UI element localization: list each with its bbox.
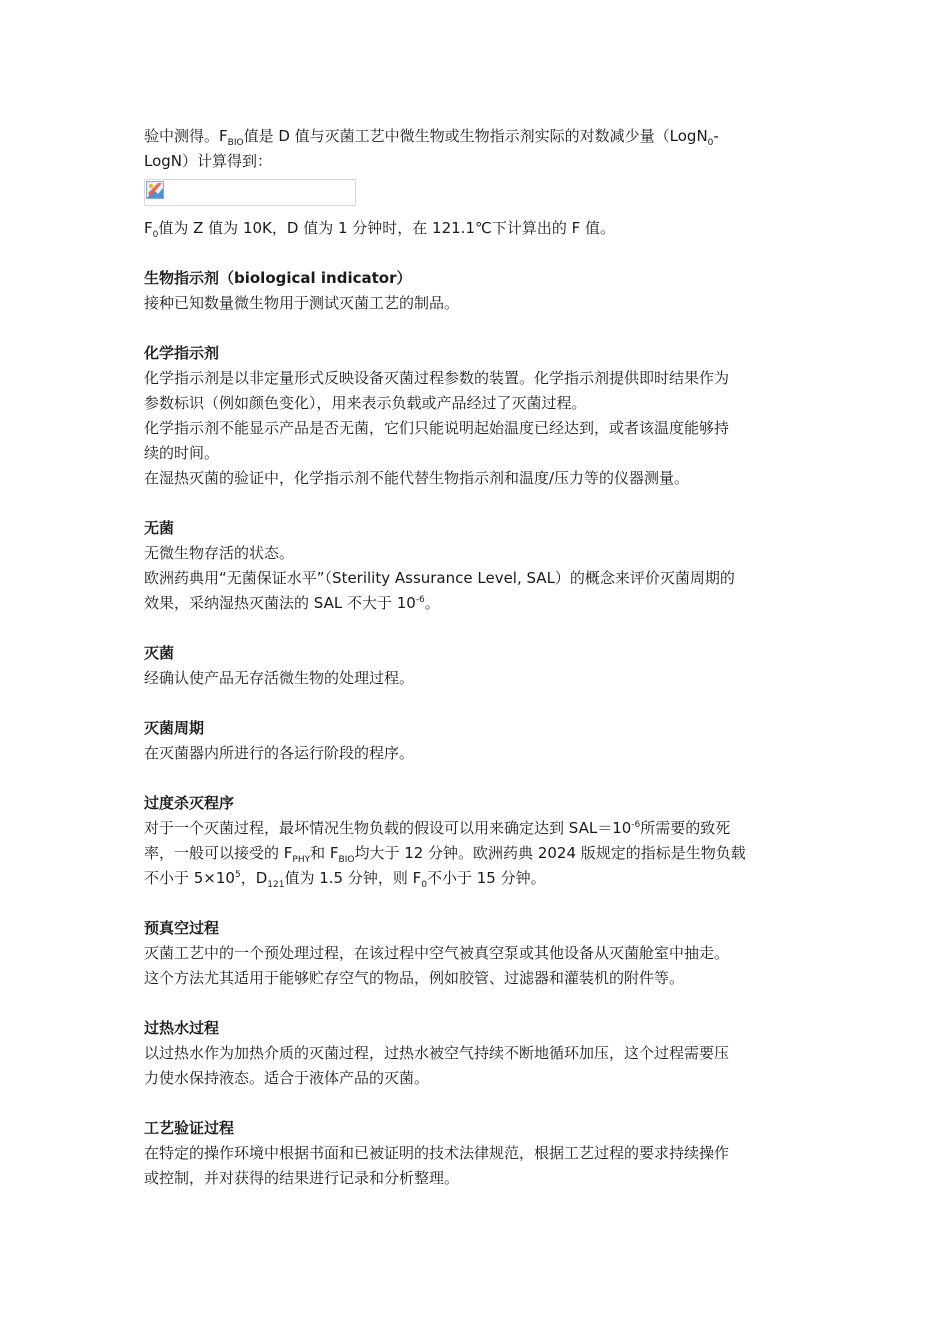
- cycle-body: 在灭菌器内所进行的各运行阶段的程序。: [144, 744, 415, 762]
- prevacuum-l1: 灭菌工艺中的一个预处理过程，在该过程中空气被真空泵或其他设备从灭菌舱室中抽走。: [144, 944, 730, 962]
- sterile-p2-l1: 欧洲药典用“无菌保证水平”（Sterility Assurance Level, SAL）的概念来评价灭菌周期的: [144, 569, 735, 587]
- superheated-l1: 以过热水作为加热介质的灭菌过程，过热水被空气持续不断地循环加压，这个过程需要压: [144, 1044, 730, 1062]
- heading-sterile: 无菌: [144, 519, 175, 537]
- overkill-l3: 不小于 $5\times 10^5$，$D_{121}$值为 1.5 分钟，则 $F_0$不小于 15 分钟。: [144, 869, 546, 890]
- chem-indicator-p2-l2: 续的时间。: [144, 444, 220, 462]
- process-validation-l1: 在特定的操作环境中根据书面和已被证明的技术法律规范，根据工艺过程的要求持续操作: [144, 1144, 730, 1162]
- chem-indicator-p1-l2: 参数标识（例如颜色变化），用来表示负载或产品经过了灭菌过程。: [144, 394, 587, 412]
- chem-indicator-p3: 在湿热灭菌的验证中，化学指示剂不能代替生物指示剂和温度/压力等的仪器测量。: [144, 469, 690, 487]
- chem-indicator-p2-l1: 化学指示剂不能显示产品是否无菌，它们只能说明起始温度已经达到，或者该温度能够持: [144, 419, 730, 437]
- heading-bio-indicator: 生物指示剂（biological indicator）: [144, 269, 412, 287]
- intro-line-1: 验中测得。$F_{BIO}$值是 D 值与灭菌工艺中微生物或生物指示剂实际的对数减少量（LogN$_0$-: [144, 127, 719, 148]
- heading-prevacuum: 预真空过程: [144, 919, 220, 937]
- heading-process-validation: 工艺验证过程: [144, 1119, 235, 1137]
- overkill-l2: 率，一般可以接受的 $F_{PHY}$和 $F_{BIO}$均大于 12 分钟。欧洲药典 2024 版规定的指标是生物负载: [144, 844, 746, 865]
- formula-image-placeholder: [144, 179, 356, 206]
- intro-line-2: LogN）计算得到：: [144, 152, 273, 170]
- f0-definition: $F_0$值为 Z 值为 10K，D 值为 1 分钟时，在 121.1℃下计算出的 F 值。: [144, 219, 615, 240]
- chem-indicator-p1-l1: 化学指示剂是以非定量形式反映设备灭菌过程参数的装置。化学指示剂提供即时结果作为: [144, 369, 730, 387]
- heading-superheated: 过热水过程: [144, 1019, 220, 1037]
- sterile-p2-l2: 效果，采纳湿热灭菌法的 SAL 不大于 $10^{-6}$。: [144, 594, 440, 612]
- sterile-p1: 无微生物存活的状态。: [144, 544, 295, 562]
- prevacuum-l2: 这个方法尤其适用于能够贮存空气的物品，例如胶管、过滤器和灌装机的附件等。: [144, 969, 685, 987]
- superheated-l2: 力使水保持液态。适合于液体产品的灭菌。: [144, 1069, 430, 1087]
- broken-image-icon: [146, 181, 164, 199]
- heading-overkill: 过度杀灭程序: [144, 794, 235, 812]
- process-validation-l2: 或控制，并对获得的结果进行记录和分析整理。: [144, 1169, 460, 1187]
- heading-cycle: 灭菌周期: [144, 719, 205, 737]
- overkill-l1: 对于一个灭菌过程，最坏情况生物负载的假设可以用来确定达到 $SAL=10^{-6}$所需要的致死: [144, 819, 731, 837]
- sterilization-body: 经确认使产品无存活微生物的处理过程。: [144, 669, 415, 687]
- document-page: [144, 124, 808, 1191]
- bio-indicator-body: 接种已知数量微生物用于测试灭菌工艺的制品。: [144, 294, 460, 312]
- heading-chem-indicator: 化学指示剂: [144, 344, 220, 362]
- heading-sterilization: 灭菌: [144, 644, 175, 662]
